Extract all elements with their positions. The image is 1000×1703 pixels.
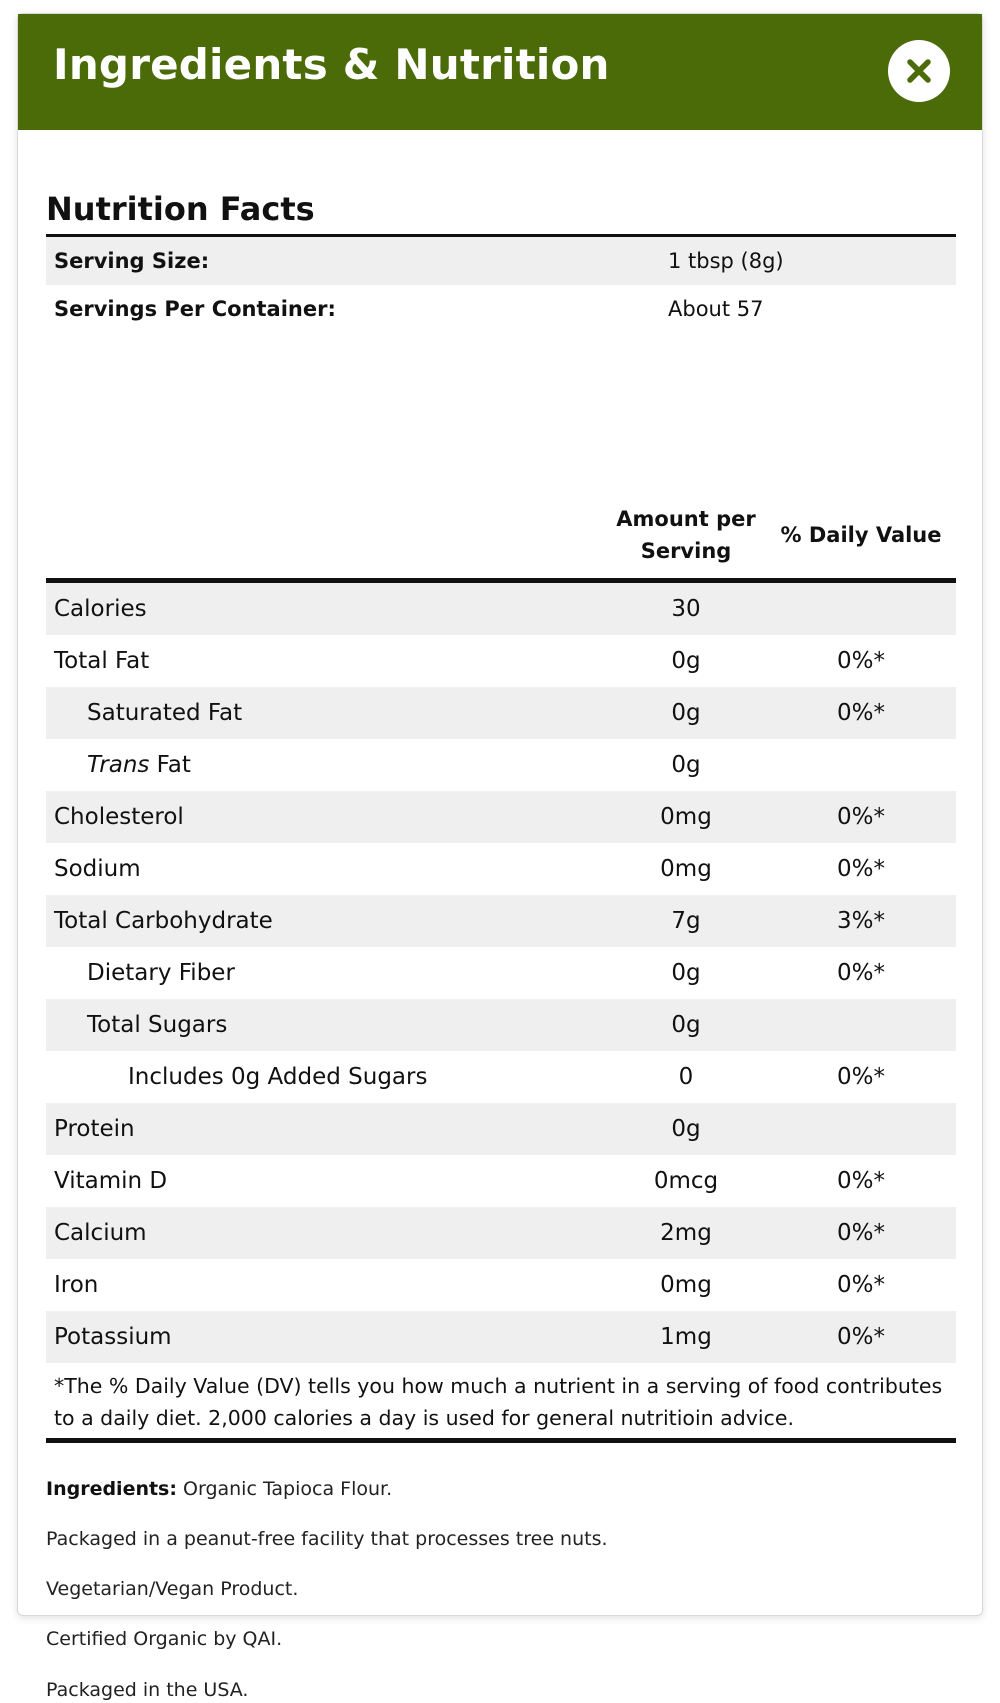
nutrient-label: Dietary Fiber	[87, 960, 235, 986]
nutrient-label: Iron	[54, 1272, 99, 1298]
table-header	[46, 503, 956, 569]
servings-per-container-row	[46, 285, 956, 333]
trans-italic: Trans	[87, 752, 150, 778]
close-button[interactable]	[888, 40, 950, 102]
nutrient-row-total-fat	[46, 635, 956, 687]
nutrient-dv: 0%*	[837, 1064, 885, 1090]
servings-per-container-value: About 57	[668, 297, 764, 321]
serving-size-row	[46, 237, 956, 285]
nutrient-row-dietary-fiber	[46, 947, 956, 999]
nutrient-amount: 30	[671, 596, 701, 622]
origin-note: Packaged in the USA.	[46, 1679, 249, 1701]
nutrient-label: Sodium	[54, 856, 141, 882]
amount-header-line2: Serving	[640, 539, 732, 563]
serving-size-label: Serving Size:	[54, 249, 210, 273]
nutrient-label: Cholesterol	[54, 804, 184, 830]
servings-per-container-label: Servings Per Container:	[54, 297, 336, 321]
nutrient-amount: 0mg	[660, 856, 712, 882]
nutrient-label: Saturated Fat	[87, 700, 243, 726]
nutrient-label: Total Sugars	[87, 1012, 228, 1038]
close-icon	[906, 58, 932, 84]
nutrition-modal	[17, 13, 983, 1701]
nutrient-label: Total Carbohydrate	[54, 908, 273, 934]
ingredients-label: Ingredients:	[46, 1478, 177, 1500]
nutrient-row-trans-fat	[46, 739, 956, 791]
nutrient-label: Total Fat	[54, 648, 150, 674]
nutrient-row-iron	[46, 1259, 956, 1311]
nutrient-dv: 0%*	[837, 1272, 885, 1298]
nutrient-amount: 0mg	[660, 804, 712, 830]
nutrient-amount: 2mg	[660, 1220, 712, 1246]
nutrient-row-total-carbohydrate	[46, 895, 956, 947]
nutrient-amount: 0mg	[660, 1272, 712, 1298]
nutrition-facts-title: Nutrition Facts	[46, 190, 315, 228]
nutrient-label: Calories	[54, 596, 147, 622]
nutrient-row-potassium	[46, 1311, 956, 1363]
nutrient-label: Vitamin D	[54, 1168, 168, 1194]
nutrient-row-calories	[46, 583, 956, 635]
nutrient-dv: 0%*	[837, 804, 885, 830]
nutrient-amount: 0g	[671, 648, 701, 674]
daily-value-footnote: *The % Daily Value (DV) tells you how much a nutrient in a serving of food contributes to a daily diet. 2,000 calories a day is used for general nutritioin advice.	[54, 1374, 943, 1430]
nutrient-label	[87, 739, 191, 791]
nutrient-dv: 0%*	[837, 1324, 885, 1350]
nutrient-amount: 7g	[671, 908, 701, 934]
nutrient-dv: 0%*	[837, 856, 885, 882]
nutrient-amount: 0	[678, 1064, 694, 1090]
ingredients-value: Organic Tapioca Flour.	[176, 1478, 393, 1500]
nutrient-dv: 0%*	[837, 700, 885, 726]
nutrient-row-calcium	[46, 1207, 956, 1259]
nutrient-amount: 0g	[671, 1012, 701, 1038]
nutrient-dv: 0%*	[837, 1168, 885, 1194]
nutrient-dv: 0%*	[837, 648, 885, 674]
amount-header-line1: Amount per	[616, 507, 756, 531]
nutrient-dv: 3%*	[837, 908, 885, 934]
nutrient-amount: 0g	[671, 1116, 701, 1142]
daily-value-header: % Daily Value	[780, 523, 942, 547]
nutrient-label: Includes 0g Added Sugars	[128, 1064, 428, 1090]
nutrient-amount: 0g	[671, 960, 701, 986]
ingredients-line	[46, 1476, 956, 1502]
facility-note: Packaged in a peanut-free facility that processes tree nuts.	[46, 1528, 608, 1550]
amount-per-serving-header	[606, 503, 766, 567]
nutrient-label: Potassium	[54, 1324, 172, 1350]
organic-note: Certified Organic by QAI.	[46, 1628, 283, 1650]
nutrient-row-saturated-fat	[46, 687, 956, 739]
nutrient-row-total-sugars	[46, 999, 956, 1051]
nutrient-row-vitamin-d	[46, 1155, 956, 1207]
nutrient-amount: 0g	[671, 752, 701, 778]
nutrient-dv: 0%*	[837, 1220, 885, 1246]
nutrient-row-added-sugars	[46, 1051, 956, 1103]
nutrient-amount: 0mcg	[653, 1168, 719, 1194]
nutrient-amount: 0g	[671, 700, 701, 726]
trans-rest: Fat	[149, 752, 191, 778]
serving-size-value: 1 tbsp (8g)	[668, 249, 784, 273]
modal-header	[18, 14, 982, 130]
footnote-rule	[46, 1438, 956, 1443]
modal-title: Ingredients & Nutrition	[53, 40, 610, 89]
nutrient-row-cholesterol	[46, 791, 956, 843]
nutrient-row-protein	[46, 1103, 956, 1155]
vegan-note: Vegetarian/Vegan Product.	[46, 1578, 299, 1600]
nutrient-amount: 1mg	[660, 1324, 712, 1350]
nutrient-label: Protein	[54, 1116, 135, 1142]
nutrient-label: Calcium	[54, 1220, 147, 1246]
nutrient-dv: 0%*	[837, 960, 885, 986]
nutrient-row-sodium	[46, 843, 956, 895]
